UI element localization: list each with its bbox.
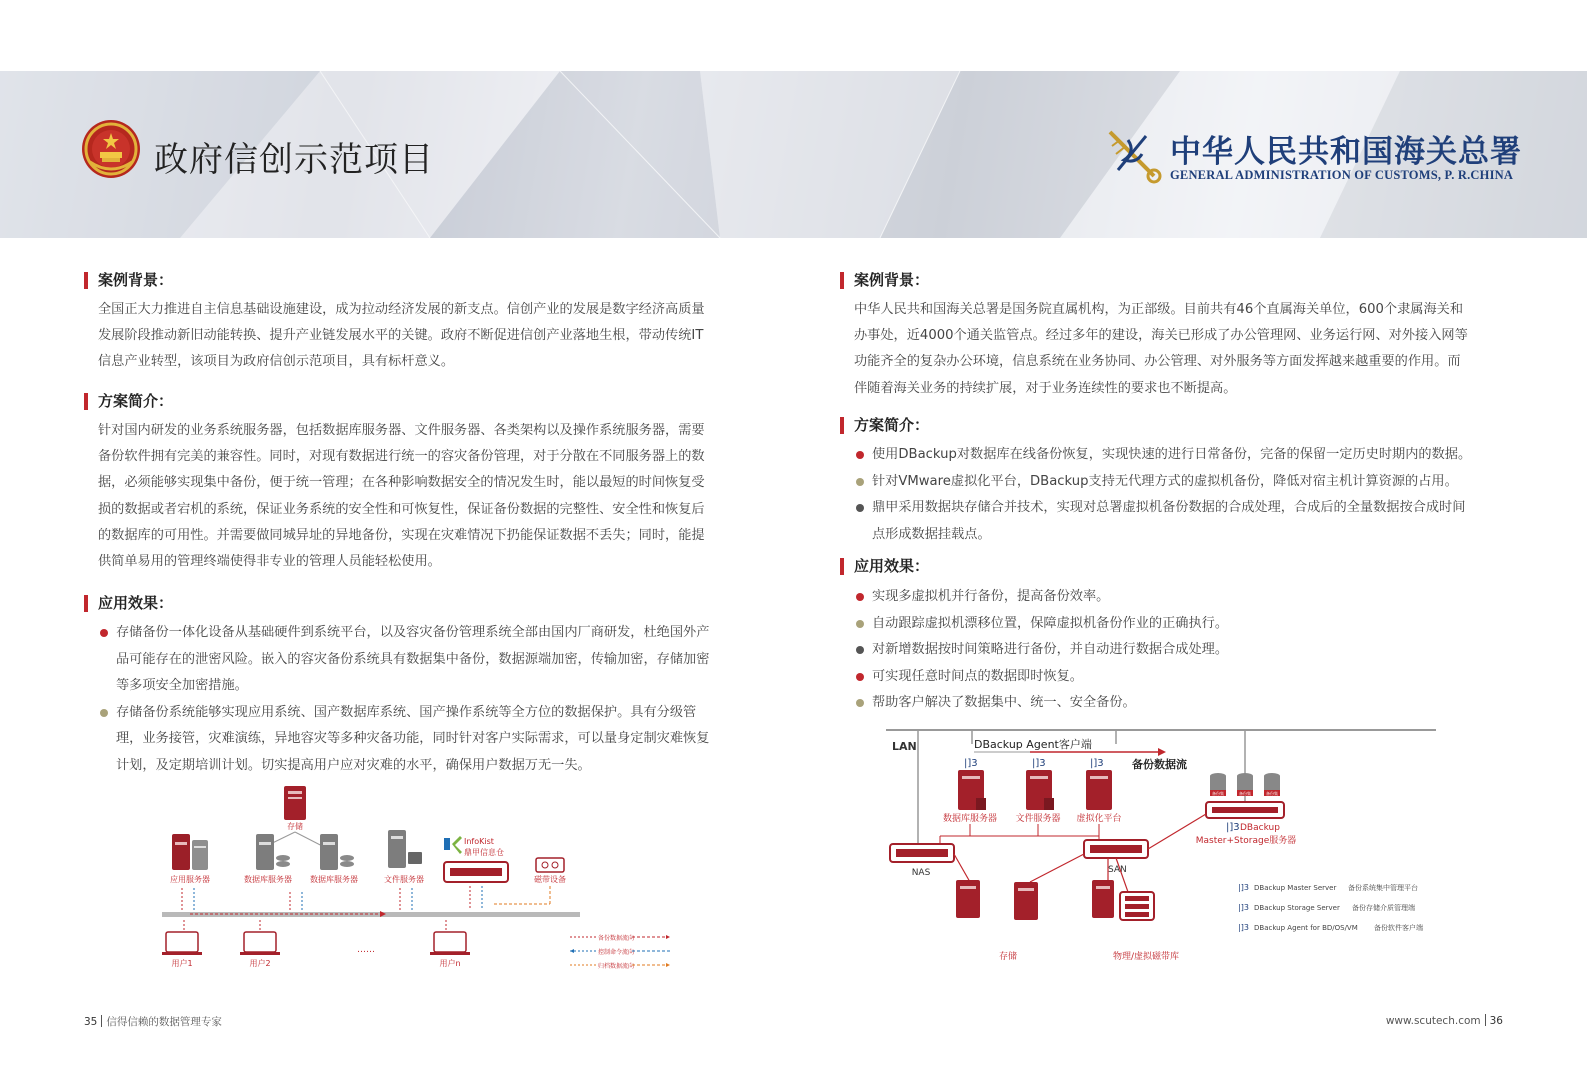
list-item <box>854 442 1471 469</box>
virt-platform-label: 虚拟化平台 <box>1076 814 1122 824</box>
flow-legend <box>570 934 670 970</box>
text-line: 等多项安全加密措施。 <box>116 678 248 693</box>
svg-text:|]3: |]3 <box>1238 903 1249 912</box>
legend-master-name: DBackup Master Server <box>1254 884 1337 892</box>
virtualization-server-icon <box>1086 758 1112 810</box>
file-server-icon <box>1026 758 1054 810</box>
svg-text:|]3: |]3 <box>964 758 978 769</box>
customs-name-en: GENERAL ADMINISTRATION OF CUSTOMS, P. R.CHINA <box>1170 168 1514 182</box>
db-server-label: 数据库服务器 <box>310 875 358 884</box>
footer-divider <box>101 1015 102 1027</box>
right-architecture-diagram <box>880 724 1450 974</box>
text-line: 发展阶段推动新旧动能转换、提升产业链发展水平的关键。政府不断促进信创产业落地生根，带动传统IT <box>98 328 704 344</box>
infokist-cn-label: 鼎甲信息仓 <box>464 848 504 857</box>
bullet-icon <box>856 699 864 707</box>
user-laptop-icon <box>240 932 280 955</box>
backup-flow-label: 备份数据流 <box>1132 758 1187 771</box>
list-item <box>854 611 1228 638</box>
master-storage-label: Master+Storage服务器 <box>1195 836 1297 846</box>
page-number: 35 <box>84 1016 98 1028</box>
bullet-icon <box>856 620 864 628</box>
list-item <box>98 620 709 700</box>
db-server-label: 数据库服务器 <box>942 814 998 824</box>
storage-server-icon <box>1014 882 1038 920</box>
bullet-icon <box>856 646 864 654</box>
db-server-icon <box>958 758 986 810</box>
right-solution-list <box>854 442 1471 548</box>
customs-emblem-icon <box>1104 126 1166 184</box>
list-item <box>854 469 1471 496</box>
bullet-icon <box>856 593 864 601</box>
app-server-label: 应用服务器 <box>170 875 210 884</box>
left-architecture-diagram <box>150 780 690 980</box>
dbackup-label: DBackup <box>1240 823 1280 833</box>
customs-name-cn: 中华人民共和国海关总署 <box>1170 134 1522 170</box>
bullet-icon <box>856 451 864 459</box>
user1-label: 用户1 <box>171 959 193 968</box>
list-item <box>854 637 1228 664</box>
text-line: 办事处，近4000个通关监管点。经过多年的建设，海关已形成了办公管理网、业务运行网、对外接入网等 <box>854 328 1468 344</box>
legend-storage-desc: 备份存储介质管理端 <box>1352 904 1415 912</box>
tape-library-icon <box>1092 880 1154 920</box>
svg-text:|]3: |]3 <box>1238 883 1249 892</box>
san-switch-icon <box>1084 840 1148 858</box>
footer-right <box>1386 1014 1503 1027</box>
user-laptop-icon <box>162 932 202 955</box>
list-item <box>854 495 1471 548</box>
user2-label: 用户2 <box>249 959 271 968</box>
text-line: 自动跟踪虚拟机漂移位置，保障虚拟机备份作业的正确执行。 <box>872 615 1229 631</box>
list-item <box>854 584 1228 611</box>
text-line: 存储备份一体化设备从基础硬件到系统平台，以及容灾备份管理系统全部由国内厂商研发，杜绝国外产 <box>116 625 710 640</box>
text-line: 点形成数据挂载点。 <box>872 526 991 542</box>
bullet-icon <box>856 478 864 486</box>
agent-client-label: DBackup Agent客户端 <box>974 738 1092 751</box>
left-effects-list <box>98 620 709 779</box>
legend-agent-name: DBackup Agent for BD/OS/VM <box>1254 924 1358 932</box>
text-line: 备份软件拥有完美的兼容性。同时，对现有数据进行统一的容灾备份管理，对于分散在不同服务器上的数 <box>98 449 705 465</box>
db-server-label: 数据库服务器 <box>244 875 292 884</box>
text-line: 品可能存在的泄密风险。嵌入的容灾备份系统具有数据集中备份，数据源端加密，传输加密，存储加密 <box>116 651 710 667</box>
footer-slogan: 信得信赖的数据管理专家 <box>106 1016 222 1028</box>
storage-label: 存储 <box>998 952 1018 962</box>
right-background-heading: 案例背景： <box>840 270 929 290</box>
footer-divider <box>1485 1014 1486 1026</box>
svg-text:|]3: |]3 <box>1226 822 1240 833</box>
text-line: 的数据库的可用性。并需要做同城异址的异地备份，实现在灾难情况下扔能保证数据不丢失；同时，能提 <box>98 527 705 543</box>
user-laptop-icon <box>430 932 470 955</box>
left-effects-heading: 应用效果： <box>84 593 173 613</box>
footer-left <box>84 1014 222 1029</box>
legend-archive-flow: 归档数据流向 <box>598 963 635 970</box>
left-background-heading: 案例背景： <box>84 270 173 290</box>
right-background-text <box>854 297 1468 402</box>
text-line: 供简单易用的管理终端使得非专业的管理人员能轻松使用。 <box>98 554 441 570</box>
legend-backup-flow: 备份数据流向 <box>598 935 635 942</box>
tape-library-label: 物理/虚拟磁带库 <box>1112 952 1180 962</box>
text-line: 帮助客户解决了数据集中、统一、安全备份。 <box>872 695 1136 710</box>
right-solution-heading: 方案简介： <box>840 415 929 435</box>
text-line: 信息产业转型，该项目为政府信创示范项目，具有标杆意义。 <box>98 354 455 370</box>
file-server-icon <box>388 830 422 868</box>
text-line: 计划，及定期培训计划。切实提高用户应对灾难的水平，确保用户数据万无一失。 <box>116 757 591 773</box>
nas-switch-icon <box>890 844 954 862</box>
backup-set-label: 备份集 <box>1212 791 1224 796</box>
list-item <box>854 664 1228 691</box>
bullet-icon <box>100 629 108 637</box>
bullet-icon <box>856 673 864 681</box>
list-item <box>98 700 709 780</box>
list-item <box>854 690 1228 717</box>
text-line: 全国正大力推进自主信息基础设施建设，成为拉动经济发展的新支点。信创产业的发展是数字经济高质量 <box>98 302 705 317</box>
left-solution-text <box>98 418 705 575</box>
legend-master-desc: 备份系统集中管理平台 <box>1348 884 1418 892</box>
component-legend <box>1238 883 1423 932</box>
text-line: 据，必须能够实现集中备份，便于统一管理；在各种影响数据安全的情况发生时，能以最短的时间恢复受 <box>98 475 705 491</box>
db-server-icon <box>320 834 354 870</box>
storage-server-icon <box>956 880 980 918</box>
nas-label: NAS <box>911 868 931 878</box>
text-line: 功能齐全的复杂办公环境，信息系统在业务协同、办公管理、对外服务等方面发挥越来越重要的作用。而 <box>854 354 1461 370</box>
footer-website: www.scutech.com <box>1385 1015 1481 1027</box>
text-line: 理，业务接管，灾难演练，异地容灾等多种灾备功能，同时针对客户实际需求，可以量身定制灾难恢复 <box>116 731 710 746</box>
storage-server-icon <box>284 786 306 820</box>
page-number: 36 <box>1489 1015 1503 1027</box>
text-line: 可实现任意时间点的数据即时恢复。 <box>872 668 1083 684</box>
file-server-label: 文件服务器 <box>1015 814 1061 824</box>
text-line: 存储备份系统能够实现应用系统、国产数据库系统、国产操作系统等全方位的数据保护。具有分级管 <box>116 704 697 720</box>
svg-text:|]3: |]3 <box>1032 758 1046 769</box>
db-server-icon <box>256 834 290 870</box>
usern-label: 用户n <box>439 959 461 968</box>
page-title: 政府信创示范项目 <box>154 140 434 180</box>
text-line: 损的数据或者宕机的系统，保证业务系统的安全性和可恢复性，保证备份数据的完整性、安全性和恢复后 <box>98 501 705 517</box>
legend-storage-name: DBackup Storage Server <box>1254 904 1340 912</box>
lan-label: LAN <box>892 740 917 753</box>
storage-label: 存储 <box>287 822 303 831</box>
right-effects-heading: 应用效果： <box>840 556 929 576</box>
master-storage-appliance-icon <box>1206 802 1284 818</box>
svg-text:|]3: |]3 <box>1238 923 1249 932</box>
app-server-icon <box>172 834 208 870</box>
tape-device-icon <box>536 858 564 872</box>
tape-label: 磁带设备 <box>534 875 566 884</box>
right-effects-list <box>854 584 1228 717</box>
left-solution-heading: 方案简介： <box>84 391 173 411</box>
national-emblem-icon <box>80 118 142 180</box>
text-line: 中华人民共和国海关总署是国务院直属机构，为正部级。目前共有46个直属海关单位，600个隶属海关和 <box>854 302 1464 317</box>
backup-set-label: 备份集 <box>1266 791 1278 796</box>
infokist-appliance-icon <box>444 862 508 882</box>
legend-control-flow: 控制命令流向 <box>598 949 635 956</box>
backup-set-label: 备份集 <box>1239 791 1251 796</box>
infokist-en-label: InfoKist <box>464 837 494 846</box>
ellipsis-label: …… <box>357 945 375 955</box>
text-line: 针对VMware虚拟化平台，DBackup支持无代理方式的虚拟机备份，降低对宿主机计算资源的占用。 <box>872 473 1458 489</box>
text-line: 鼎甲采用数据块存储合并技术，实现对总署虚拟机备份数据的合成处理，合成后的全量数据按合成时间 <box>872 500 1466 515</box>
text-line: 实现多虚拟机并行备份，提高备份效率。 <box>872 589 1110 604</box>
text-line: 使用DBackup对数据库在线备份恢复，实现快速的进行日常备份，完备的保留一定历史时期内的数据。 <box>872 447 1472 462</box>
bullet-icon <box>856 504 864 512</box>
infokist-logo-icon <box>444 836 462 854</box>
bullet-icon <box>100 709 108 717</box>
legend-agent-desc: 备份软件客户端 <box>1374 924 1423 932</box>
left-background-text <box>98 297 705 376</box>
text-line: 对新增数据按时间策略进行备份，并自动进行数据合成处理。 <box>872 642 1229 657</box>
text-line: 伴随着海关业务的持续扩展，对于业务连续性的要求也不断提高。 <box>854 380 1237 396</box>
text-line: 针对国内研发的业务系统服务器，包括数据库服务器、文件服务器、各类架构以及操作系统服务器，需要 <box>98 423 705 438</box>
svg-text:|]3: |]3 <box>1090 758 1104 769</box>
file-server-label: 文件服务器 <box>384 875 424 884</box>
san-label: SAN <box>1108 865 1127 875</box>
